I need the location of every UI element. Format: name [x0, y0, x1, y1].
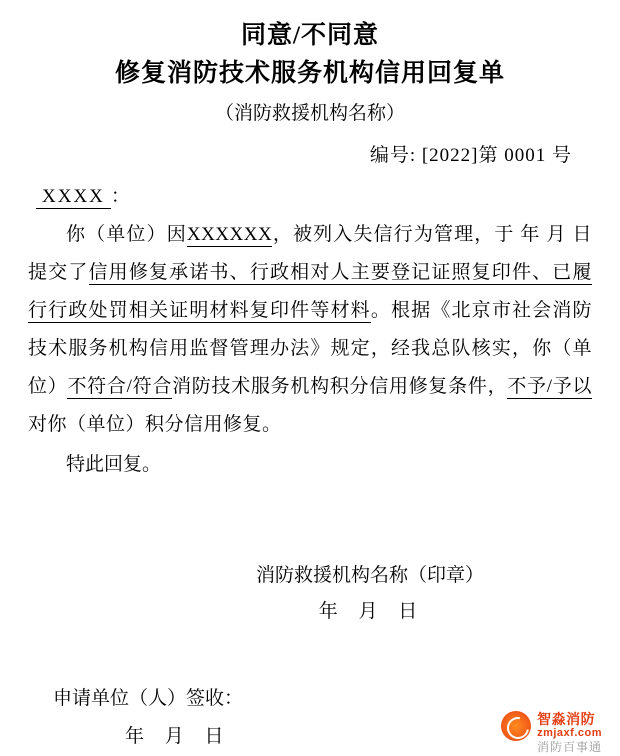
closing-line: 特此回复。	[66, 454, 162, 475]
watermark-brand: 智淼消防	[537, 711, 596, 727]
recipient-colon: ：	[110, 186, 130, 207]
signature-block	[28, 558, 592, 630]
page-title-line-2: 修复消防技术服务机构信用回复单	[114, 60, 505, 87]
receipt-date: 年 月 日	[125, 726, 232, 747]
body-paragraph	[28, 216, 592, 444]
receipt-label: 申请单位（人）签收：	[53, 688, 244, 709]
recipient-blank: XXXX	[36, 186, 111, 209]
watermark-subtitle: 消防百事通	[536, 740, 602, 754]
body-segment-9: 对你（单位）积分信用修复。	[28, 414, 282, 435]
body-segment-3: ，被列入失信行为管理，于 年 月 日提交了	[28, 224, 592, 283]
body-segment-4-underlined: 信用修复承诺书、行政相对人主要登记证照复印件、已履行行政处罚相关证明材料复印件等材料	[28, 262, 592, 321]
watermark-url: zmjaxf.com	[537, 727, 602, 739]
flame-logo-icon	[501, 711, 531, 741]
watermark-text	[537, 712, 602, 740]
document-body	[28, 216, 592, 444]
body-segment-6-underlined: 不符合/符合	[67, 376, 173, 397]
signature-date: 年 月 日	[318, 601, 426, 622]
watermark	[501, 711, 602, 741]
page-title-line-1: 同意/不同意	[241, 22, 379, 49]
recipient-line	[28, 181, 592, 208]
body-segment-2-underlined: XXXXXX	[186, 224, 273, 245]
body-segment-7: 消防技术服务机构积分信用修复条件，	[172, 376, 508, 397]
document-title-block	[28, 0, 592, 94]
signature-organization: 消防救援机构名称（印章）	[255, 565, 484, 586]
body-segment-8-underlined: 不予/予以	[507, 376, 592, 397]
document-subtitle: （消防救援机构名称）	[214, 103, 405, 124]
body-segment-1: 你（单位）因	[66, 224, 187, 245]
document-number: 编号: [2022]第 0001 号	[369, 145, 572, 166]
body-segment-5: 。根据《北京市社会消防技术服务机构信用监督管理办法》规定，经我总队核实，你（单位）	[28, 300, 592, 397]
